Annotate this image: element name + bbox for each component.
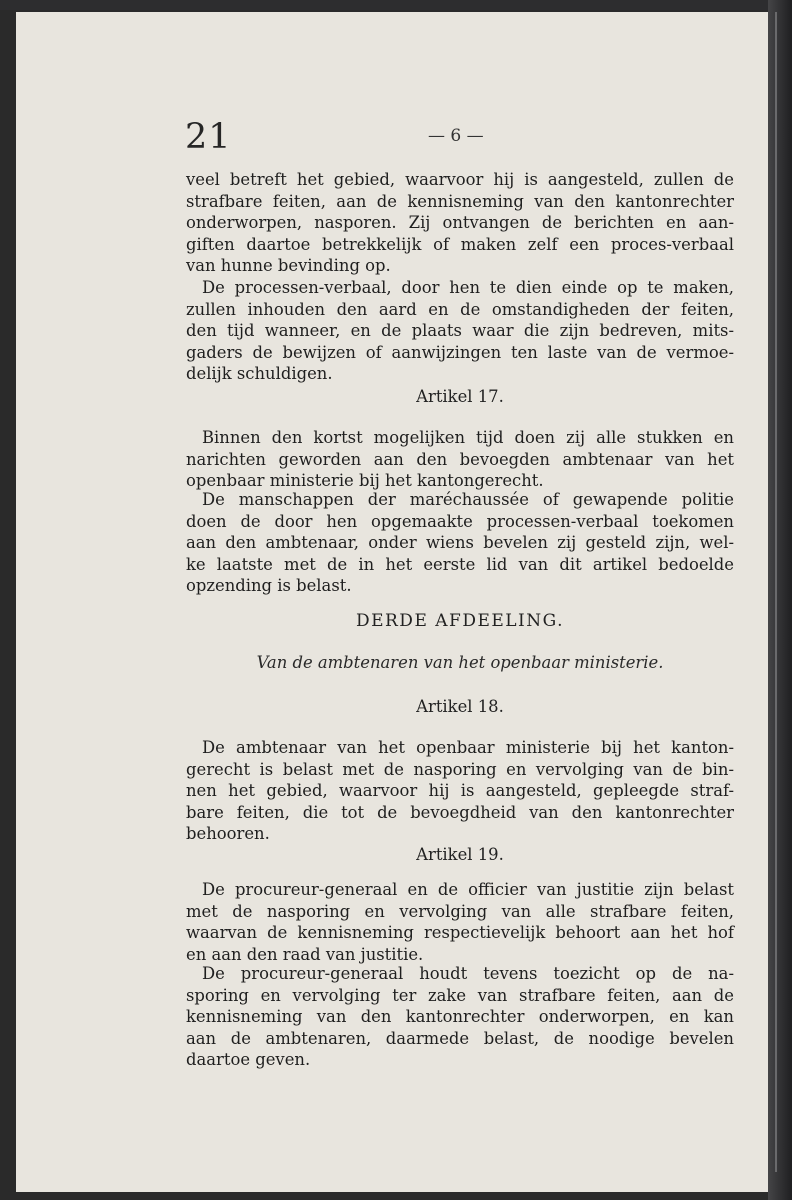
text-line: De processen-verbaal, door hen te dien einde op te maken, bbox=[202, 278, 734, 297]
page-number: 21 bbox=[185, 117, 232, 157]
text-line: daartoe geven. bbox=[186, 1050, 311, 1070]
section-title: DERDE AFDEELING. bbox=[355, 611, 565, 631]
text-line: zullen inhouden den aard en de omstandigheden der feiten, bbox=[186, 299, 734, 319]
text-line: aan de ambtenaren, daarmede belast, de noodige bevelen bbox=[186, 1028, 734, 1048]
paragraph-3 bbox=[186, 427, 734, 492]
article-17-heading: Artikel 17. bbox=[416, 387, 504, 406]
text-line: sporing en vervolging ter zake van strafbare feiten, aan de bbox=[186, 985, 734, 1005]
article-18-heading: Artikel 18. bbox=[416, 697, 504, 716]
text-line: giften daartoe betrekkelijk of maken zelf een proces-verbaal bbox=[186, 234, 734, 254]
text-line: delijk schuldigen. bbox=[186, 364, 333, 384]
paragraph-5 bbox=[186, 737, 734, 845]
text-line: De manschappen der maréchaussée of gewapende politie bbox=[202, 490, 734, 509]
text-line: openbaar ministerie bij het kantongerecht. bbox=[186, 471, 544, 491]
text-line: gerecht is belast met de nasporing en vervolging van de bin- bbox=[186, 759, 734, 779]
text-line: bare feiten, die tot de bevoegdheid van den kantonrechter bbox=[186, 802, 734, 822]
scan-top-edge bbox=[0, 0, 792, 10]
book-binding bbox=[768, 0, 792, 1200]
text-line: waarvan de kennisneming respectievelijk behoort aan het hof bbox=[186, 923, 734, 943]
text-line: met de nasporing en vervolging van alle strafbare feiten, bbox=[186, 901, 734, 921]
paragraph-4 bbox=[186, 489, 734, 597]
text-line: van hunne bevinding op. bbox=[186, 256, 391, 276]
text-line: nen het gebied, waarvoor hij is aangesteld, gepleegde straf- bbox=[186, 781, 734, 801]
text-line: doen de door hen opgemaakte processen-verbaal toekomen bbox=[186, 511, 734, 531]
text-line: kennisneming van den kantonrechter onderworpen, en kan bbox=[186, 1007, 734, 1027]
running-head: — 6 — bbox=[428, 126, 484, 146]
text-line: den tijd wanneer, en de plaats waar die zijn bedreven, mits- bbox=[186, 321, 734, 341]
paragraph-2 bbox=[186, 277, 734, 385]
text-line: onderworpen, nasporen. Zij ontvangen de berichten en aan- bbox=[186, 213, 734, 233]
section-subtitle: Van de ambtenaren van het openbaar ministerie. bbox=[256, 653, 664, 672]
text-line: gaders de bewijzen of aanwijzingen ten laste van de vermoe- bbox=[186, 342, 734, 362]
text-line: De procureur-generaal houdt tevens toezicht op de na- bbox=[202, 964, 734, 983]
paragraph-6 bbox=[186, 879, 734, 965]
text-line: Binnen den kortst mogelijken tijd doen zij alle stukken en bbox=[202, 428, 734, 447]
text-line: ke laatste met de in het eerste lid van dit artikel bedoelde bbox=[186, 554, 734, 574]
text-line: veel betreft het gebied, waarvoor hij is aangesteld, zullen de bbox=[186, 170, 734, 189]
text-line: narichten geworden aan den bevoegden ambtenaar van het bbox=[186, 449, 734, 469]
page-edge-line bbox=[775, 12, 777, 1172]
text-line: behooren. bbox=[186, 824, 270, 844]
text-line: strafbare feiten, aan de kennisneming van den kantonrechter bbox=[186, 191, 734, 211]
paragraph-1 bbox=[186, 169, 734, 277]
text-line: opzending is belast. bbox=[186, 576, 352, 596]
text-line: aan den ambtenaar, onder wiens bevelen zij gesteld zijn, wel- bbox=[186, 533, 734, 553]
text-line: en aan den raad van justitie. bbox=[186, 944, 424, 964]
text-line: De ambtenaar van het openbaar ministerie bij het kanton- bbox=[202, 738, 734, 757]
text-line: De procureur-generaal en de officier van justitie zijn belast bbox=[202, 880, 734, 899]
paragraph-7 bbox=[186, 963, 734, 1071]
article-19-heading: Artikel 19. bbox=[416, 845, 504, 864]
